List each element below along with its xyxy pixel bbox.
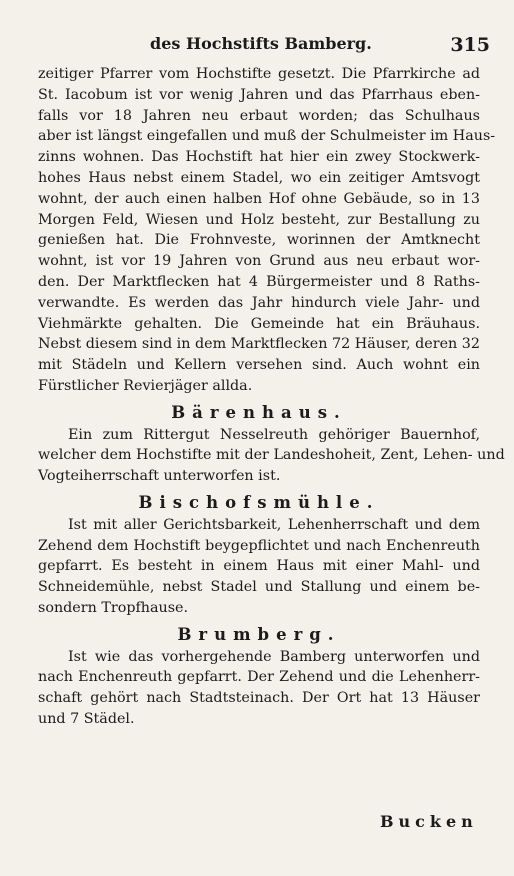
text-line: Vogteiherrschaft unterworfen ist. xyxy=(38,468,281,485)
text-line: Fürstlicher Revierjäger allda. xyxy=(38,377,253,394)
text-line: falls vor 18 Jahren neu erbaut worden; das Schulhaus xyxy=(38,107,480,124)
text-line: gepfarrt. Es besteht in einem Haus mit einer Mahl- und xyxy=(38,558,480,575)
section-heading: Bärenhaus. xyxy=(171,402,347,422)
text-line: Morgen Feld, Wiesen und Holz besteht, zur Bestallung zu xyxy=(38,211,480,228)
text-line: schaft gehört nach Stadtsteinach. Der Ort hat 13 Häuser xyxy=(38,690,480,707)
text-line: den. Der Marktflecken hat 4 Bürgermeister und 8 Raths- xyxy=(38,273,480,290)
text-line: nach Enchenreuth gepfarrt. Der Zehend und die Lehenherr- xyxy=(38,669,480,686)
text-line: hohes Haus nebst einem Stadel, wo ein zeitiger Amtsvogt xyxy=(38,169,480,186)
text-line: mit Städeln und Kellern versehen sind. Auch wohnt ein xyxy=(38,357,480,374)
section-heading: Brumberg. xyxy=(177,624,341,644)
text-line: St. Iacobum ist vor wenig Jahren und das Pfarrhaus eben- xyxy=(38,86,480,103)
page-header xyxy=(40,34,490,60)
running-title: des Hochstifts Bamberg. xyxy=(150,34,372,53)
text-line: Ist mit aller Gerichtsbarkeit, Lehenherrschaft und dem xyxy=(68,516,480,533)
text-line: Zehend dem Hochstift beygepflichtet und nach Enchenreuth xyxy=(38,537,480,554)
text-line: wohnt, ist vor 19 Jahren von Grund aus neu erbaut wor- xyxy=(38,253,480,270)
text-line: aber ist längst eingefallen und muß der Schulmeister im Haus- xyxy=(38,128,496,145)
text-line: Schneidemühle, nebst Stadel und Stallung und einem be- xyxy=(38,579,480,596)
text-line: welcher dem Hochstifte mit der Landeshoheit, Zent, Lehen- und xyxy=(38,447,505,464)
text-line: wohnt, der auch einen halben Hof ohne Gebäude, so in 13 xyxy=(38,190,480,207)
text-line: Nebst diesem sind in dem Marktflecken 72 Häuser, deren 32 xyxy=(38,336,480,353)
text-line: Ist wie das vorhergehende Bamberg unterworfen und xyxy=(68,648,480,665)
text-line: verwandte. Es werden das Jahr hindurch viele Jahr- und xyxy=(38,294,480,311)
text-line: zinns wohnen. Das Hochstift hat hier ein zwey Stockwerk- xyxy=(38,149,480,166)
text-line: Ein zum Rittergut Nesselreuth gehöriger Bauernhof, xyxy=(68,426,480,443)
page-number: 315 xyxy=(450,34,490,56)
text-line: genießen hat. Die Frohnveste, worinnen der Amtknecht xyxy=(38,232,480,249)
text-line: zeitiger Pfarrer vom Hochstifte gesetzt. Die Pfarrkirche ad xyxy=(38,66,480,82)
text-line: und 7 Städel. xyxy=(38,710,135,727)
text-line: sondern Tropfhause. xyxy=(38,599,189,616)
section-heading: Bischofsmühle. xyxy=(138,492,380,512)
body-text xyxy=(38,64,505,730)
catchword: Bucken xyxy=(380,812,478,831)
text-line: Viehmärkte gehalten. Die Gemeinde hat ein Bräuhaus. xyxy=(38,315,480,332)
